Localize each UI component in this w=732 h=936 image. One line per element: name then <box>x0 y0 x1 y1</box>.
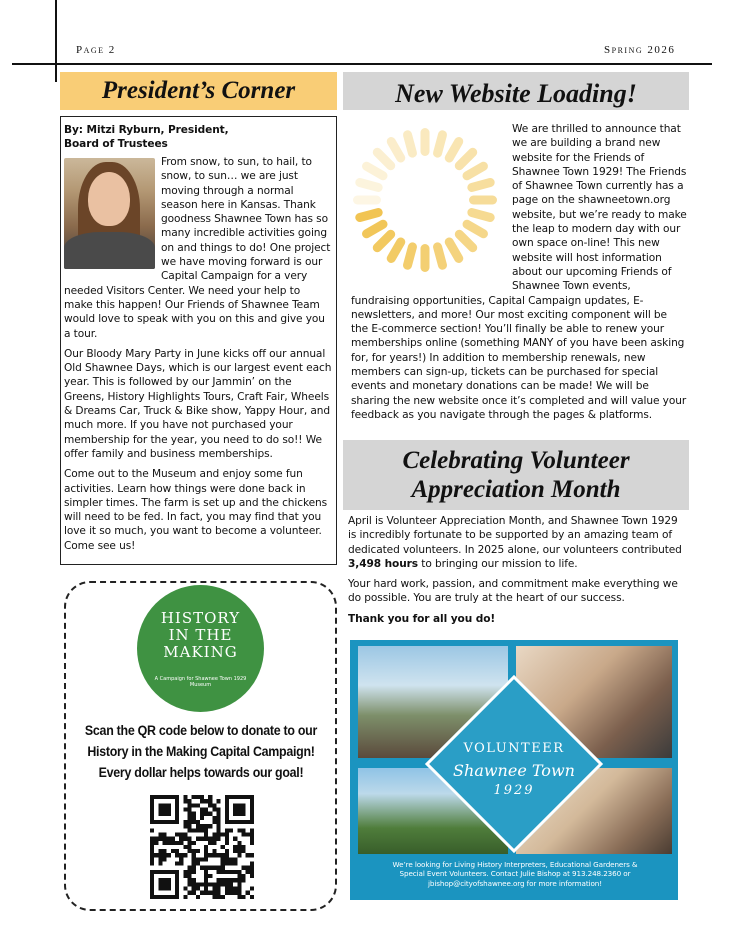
volunteer-heading-line-2: Appreciation Month <box>411 476 621 503</box>
volunteer-paragraph-2: Your hard work, passion, and commitment make everything we do possible. You are truly at the heart of our success. <box>348 578 678 605</box>
president-article <box>64 155 332 559</box>
logo-line-3: MAKING <box>163 643 238 661</box>
volunteer-article <box>348 514 688 632</box>
byline-line-2: Board of Trustees <box>64 138 168 151</box>
volunteer-heading-line-1: Celebrating Volunteer <box>402 447 630 474</box>
website-article <box>351 122 687 422</box>
issue-label: Spring 2026 <box>604 44 676 56</box>
president-paragraph-1: From snow, to sun, to hail, to snow, to sun… we are just moving through a normal season here in Kansas. Thank goodness Shawnee Town has so many incredible activities going on and things to do! One project we have moving forward is our Capital Campaign for a very needed Visitors Center. We need your help to make this happen! Our Friends of Shawnee Team would love to speak with you on this and give you a tour. <box>64 156 331 340</box>
byline <box>64 123 329 152</box>
photo-face <box>88 172 130 226</box>
header-vertical-rule <box>55 0 57 82</box>
volunteer-poster <box>350 640 678 900</box>
president-paragraph-2: Our Bloody Mary Party in June kicks off our annual Old Shawnee Days, which is our largest event each year. This is followed by our Jammin’ on the Greens, History Highlights Tours, Craft Fair, Wheels & Dreams Car, Truck & Bike show, Yappy Hour, and much more. If you have not purchased your membership for the year, you need to do so!! We offer family and business memberships. <box>64 347 332 460</box>
logo-subtitle: A Campaign for Shawnee Town 1929 Museum <box>154 676 247 688</box>
poster-script: Shawnee Town <box>453 761 575 780</box>
logo-line-2: IN THE <box>168 626 233 644</box>
header-horizontal-rule <box>12 63 712 65</box>
donation-qr-code[interactable] <box>150 795 254 899</box>
volunteer-hours: 3,498 hours <box>348 557 418 570</box>
page-number: Page 2 <box>76 44 116 56</box>
logo-text <box>137 610 264 661</box>
photo-coat <box>64 232 155 269</box>
byline-line-1: By: Mitzi Ryburn, President, <box>64 124 229 136</box>
new-website-heading: New Website Loading! <box>343 72 689 110</box>
logo-line-1: HISTORY <box>160 609 241 627</box>
volunteer-paragraph-1: April is Volunteer Appreciation Month, and Shawnee Town 1929 is incredibly fortunate to be supported by an amazing team of dedicated volunteers. In 2025 alone, our volunteers contributed 3,498 hours to bringing our mission to life. <box>348 515 682 570</box>
poster-title: VOLUNTEER <box>463 741 565 756</box>
volunteer-heading <box>343 440 689 510</box>
president-photo <box>64 158 155 269</box>
scan-qr-text: Scan the QR code below to donate to our History in the Making Capital Campaign! Every dollar helps towards our goal! <box>84 723 318 780</box>
poster-footer-text: We’re looking for Living History Interpreters, Educational Gardeners & Special Event Volunteers. Contact Julie Bishop at 913.248.2360 or jbishop@cityofshawnee.org for more information! <box>392 860 638 888</box>
website-paragraph: We are thrilled to announce that we are building a brand new website for the Friends of Shawnee Town 1929! The Friends of Shawnee Town currently has a page on the shawneetown.org website, but we’re ready to make the leap to modern day with our own space on-line! This new website will host information about our upcoming Friends of Shawnee Town events, fundraising opportunities, Capital Campaign updates, E-newsletters, and more! Our most exciting component will be the E-commerce section! You’ll finally be able to renew your memberships online (something MANY of you have been asking for, for years!) In addition to membership renewals, new members can sign-up, tickets can be purchased for special events and monetary donations can be made! We will be sharing the new website once it’s completed and will value your feedback as you navigate through the pages & platforms. <box>351 123 687 421</box>
president-paragraph-3: Come out to the Museum and enjoy some fun activities. Learn how things were done back in simpler times. The farm is set up and the chickens will need to be fed. In fact, you may find that you love it so much, you want to become a volunteer. Come see us! <box>64 468 328 552</box>
presidents-corner-heading: President’s Corner <box>60 72 337 110</box>
volunteer-thanks: Thank you for all you do! <box>348 612 496 625</box>
poster-year: 1929 <box>493 783 535 798</box>
